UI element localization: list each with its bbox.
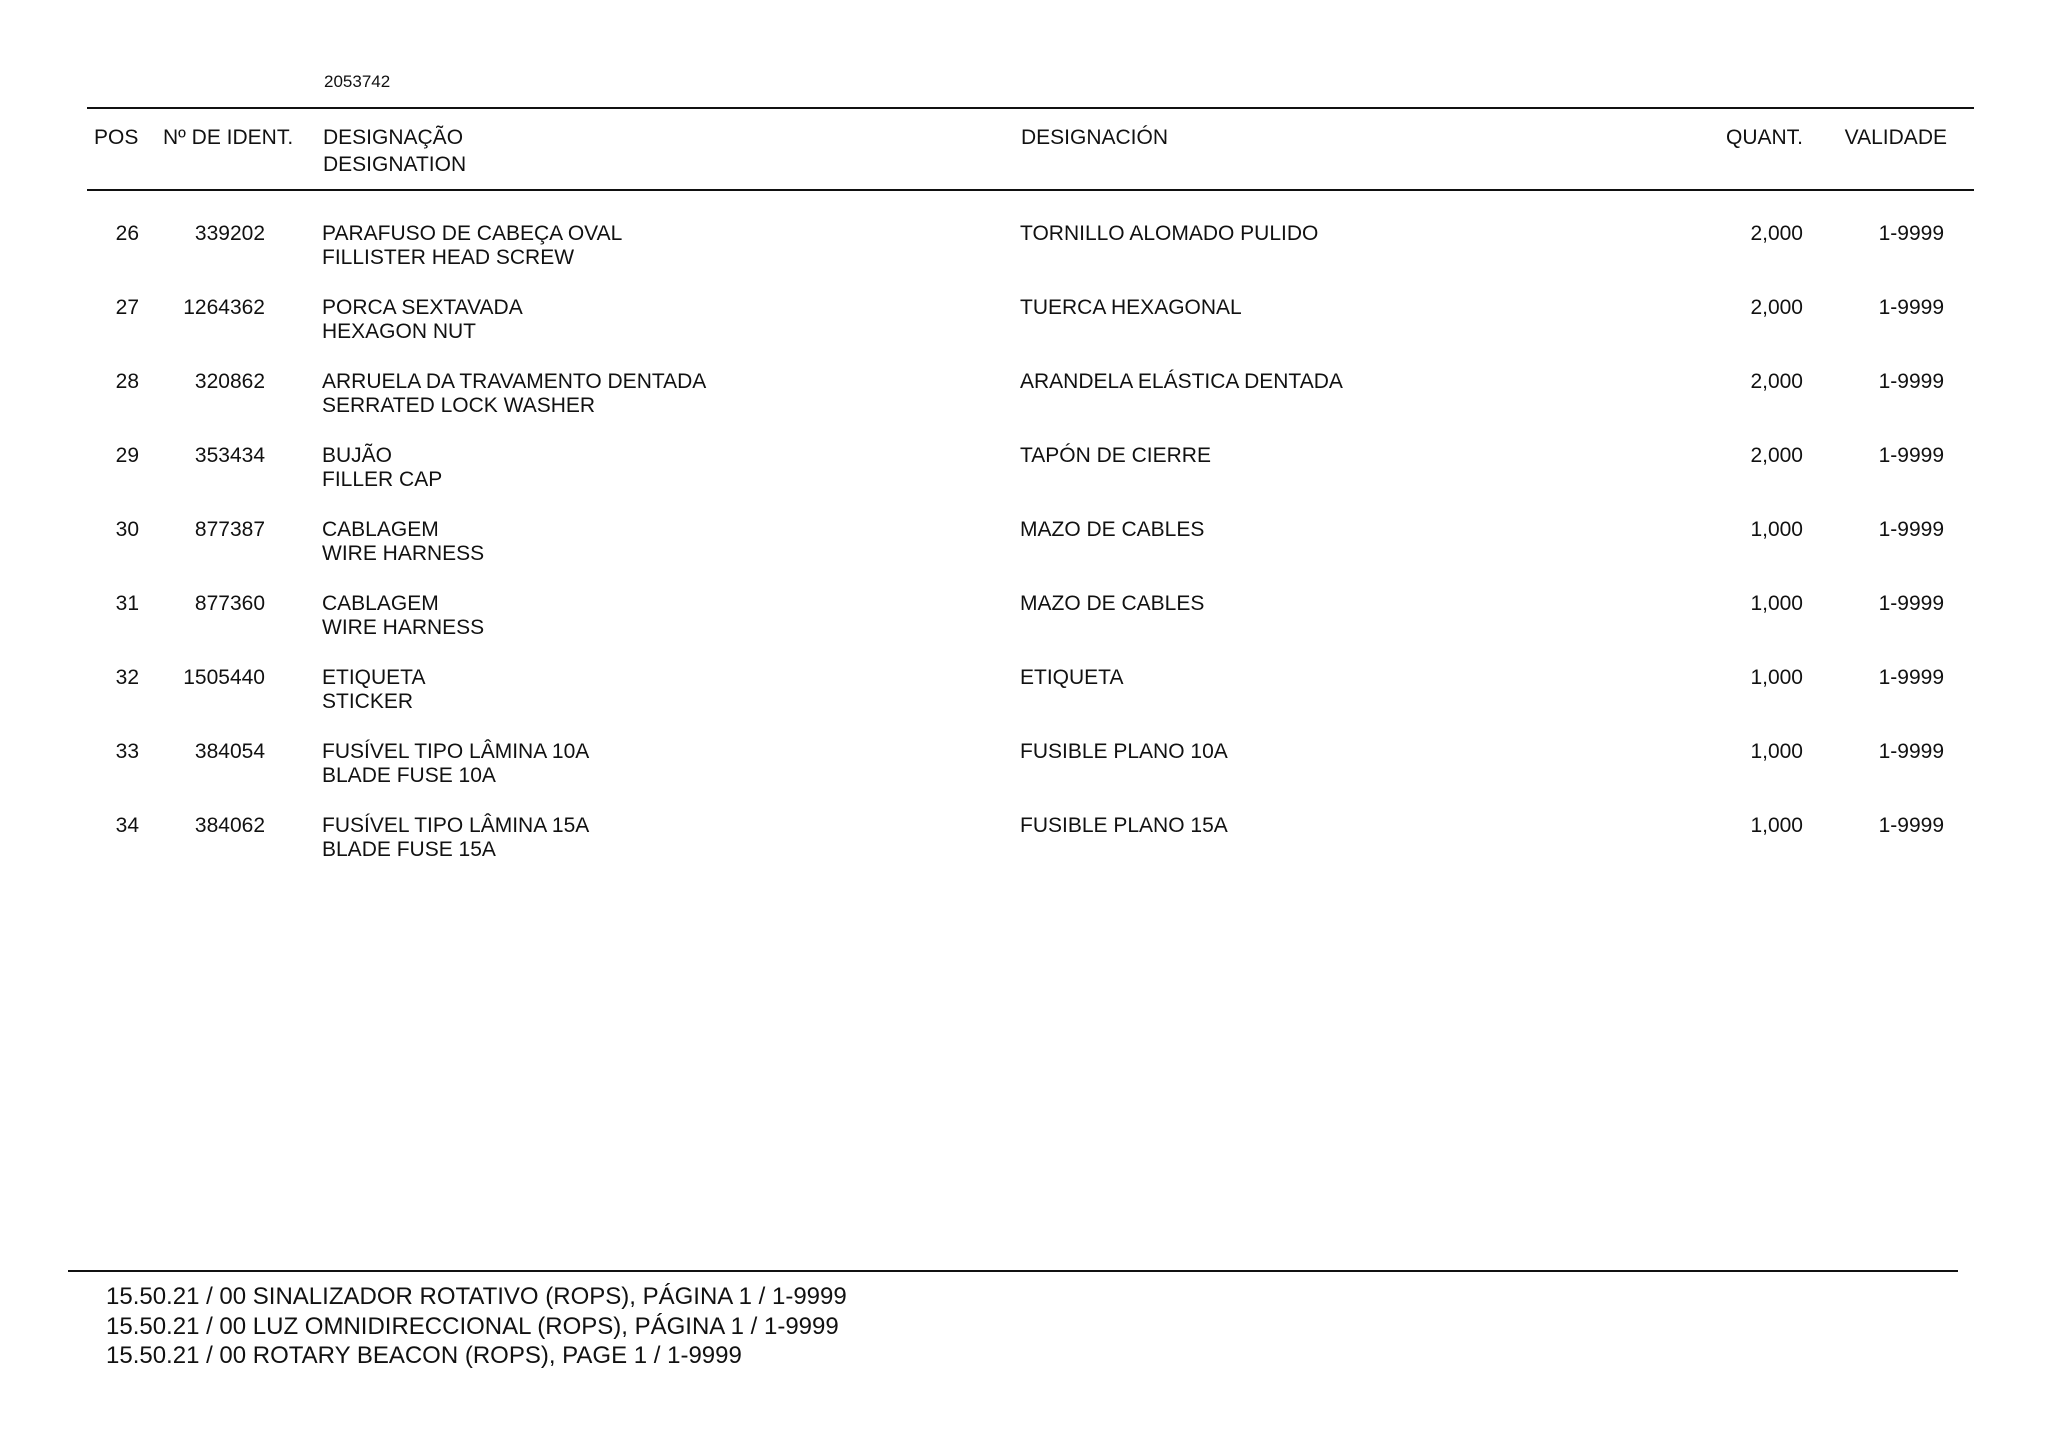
quantity-cell: 2,000 (1750, 222, 1803, 245)
designation-pt: CABLAGEM (322, 592, 439, 615)
quantity-cell: 1,000 (1750, 814, 1803, 837)
table-row (0, 222, 2048, 296)
designation-en: WIRE HARNESS (322, 616, 485, 639)
quantity-cell: 1,000 (1750, 666, 1803, 689)
designation-cell (322, 592, 484, 640)
quantity-cell: 1,000 (1750, 592, 1803, 615)
column-header-pos: POS (94, 126, 139, 149)
validity-cell: 1-9999 (1878, 666, 1944, 689)
designacion-cell: FUSIBLE PLANO 10A (1020, 740, 1228, 763)
designation-en: SERRATED LOCK WASHER (322, 394, 596, 417)
table-row (0, 370, 2048, 444)
table-top-rule (87, 107, 1974, 109)
quantity-cell: 2,000 (1750, 370, 1803, 393)
validity-cell: 1-9999 (1878, 740, 1944, 763)
designation-cell (322, 296, 523, 344)
designation-pt: FUSÍVEL TIPO LÂMINA 15A (322, 814, 590, 837)
designation-pt: PARAFUSO DE CABEÇA OVAL (322, 222, 623, 245)
column-header-validade: VALIDADE (1844, 126, 1947, 149)
table-row (0, 814, 2048, 888)
designation-pt: BUJÃO (322, 444, 393, 467)
footer-line: 15.50.21 / 00 ROTARY BEACON (ROPS), PAGE 1 / 1-9999 (106, 1342, 742, 1369)
pos-cell: 31 (115, 592, 139, 615)
table-row (0, 740, 2048, 814)
table-row (0, 518, 2048, 592)
quantity-cell: 1,000 (1750, 740, 1803, 763)
ident-cell: 353434 (194, 444, 265, 467)
footer-line: 15.50.21 / 00 SINALIZADOR ROTATIVO (ROPS), PÁGINA 1 / 1-9999 (106, 1283, 847, 1310)
designacion-cell: TAPÓN DE CIERRE (1020, 444, 1211, 467)
column-header-designacao: DESIGNAÇÃO (323, 126, 464, 149)
designation-en: BLADE FUSE 15A (322, 838, 496, 861)
pos-cell: 34 (115, 814, 139, 837)
designacion-cell: MAZO DE CABLES (1020, 518, 1205, 541)
column-header-ident: Nº DE IDENT. (163, 126, 294, 149)
ident-cell: 339202 (194, 222, 265, 245)
designation-en: FILLISTER HEAD SCREW (322, 246, 575, 269)
table-row (0, 592, 2048, 666)
column-header-designacion: DESIGNACIÓN (1021, 126, 1169, 149)
designation-cell (322, 444, 442, 492)
document-number: 2053742 (324, 72, 391, 91)
designation-pt: ETIQUETA (322, 666, 426, 689)
parts-table-body (0, 222, 2048, 888)
footer-line: 15.50.21 / 00 LUZ OMNIDIRECCIONAL (ROPS), PÁGINA 1 / 1-9999 (106, 1312, 839, 1340)
pos-cell: 33 (115, 740, 139, 763)
designation-en: FILLER CAP (322, 468, 443, 491)
footer-rule (68, 1270, 1958, 1272)
designacion-cell: FUSIBLE PLANO 15A (1020, 814, 1228, 837)
column-header-quant: QUANT. (1725, 126, 1803, 149)
pos-cell: 29 (115, 444, 139, 467)
designation-cell (322, 518, 484, 566)
column-header-designation-en: DESIGNATION (323, 153, 467, 176)
table-row (0, 666, 2048, 740)
page-footer (106, 1282, 847, 1371)
table-header-rule (87, 189, 1974, 191)
designation-cell (322, 222, 622, 270)
designation-cell (322, 814, 589, 862)
ident-cell: 1505440 (183, 666, 265, 689)
designation-en: BLADE FUSE 10A (322, 764, 496, 787)
pos-cell: 28 (115, 370, 139, 393)
designacion-cell: ETIQUETA (1020, 666, 1124, 689)
validity-cell: 1-9999 (1878, 370, 1944, 393)
validity-cell: 1-9999 (1878, 518, 1944, 541)
ident-cell: 877360 (194, 592, 265, 615)
designation-en: HEXAGON NUT (322, 320, 477, 343)
ident-cell: 1264362 (183, 296, 265, 319)
pos-cell: 32 (115, 666, 139, 689)
ident-cell: 320862 (194, 370, 265, 393)
column-header-designation (323, 124, 466, 178)
designacion-cell: TUERCA HEXAGONAL (1020, 296, 1242, 319)
table-row (0, 296, 2048, 370)
designation-cell (322, 370, 706, 418)
designation-pt: ARRUELA DA TRAVAMENTO DENTADA (322, 370, 707, 393)
table-row (0, 444, 2048, 518)
validity-cell: 1-9999 (1878, 296, 1944, 319)
designacion-cell: ARANDELA ELÁSTICA DENTADA (1020, 370, 1343, 393)
pos-cell: 30 (115, 518, 139, 541)
designation-en: STICKER (322, 690, 414, 713)
ident-cell: 877387 (194, 518, 265, 541)
designation-cell (322, 666, 425, 714)
pos-cell: 26 (115, 222, 139, 245)
ident-cell: 384054 (194, 740, 265, 763)
designation-en: WIRE HARNESS (322, 542, 485, 565)
quantity-cell: 2,000 (1750, 296, 1803, 319)
ident-cell: 384062 (194, 814, 265, 837)
designacion-cell: TORNILLO ALOMADO PULIDO (1020, 222, 1319, 245)
quantity-cell: 1,000 (1750, 518, 1803, 541)
validity-cell: 1-9999 (1878, 444, 1944, 467)
designation-pt: PORCA SEXTAVADA (322, 296, 523, 319)
pos-cell: 27 (115, 296, 139, 319)
validity-cell: 1-9999 (1878, 222, 1944, 245)
designacion-cell: MAZO DE CABLES (1020, 592, 1205, 615)
designation-pt: CABLAGEM (322, 518, 439, 541)
validity-cell: 1-9999 (1878, 592, 1944, 615)
quantity-cell: 2,000 (1750, 444, 1803, 467)
designation-cell (322, 740, 589, 788)
validity-cell: 1-9999 (1878, 814, 1944, 837)
designation-pt: FUSÍVEL TIPO LÂMINA 10A (322, 740, 590, 763)
